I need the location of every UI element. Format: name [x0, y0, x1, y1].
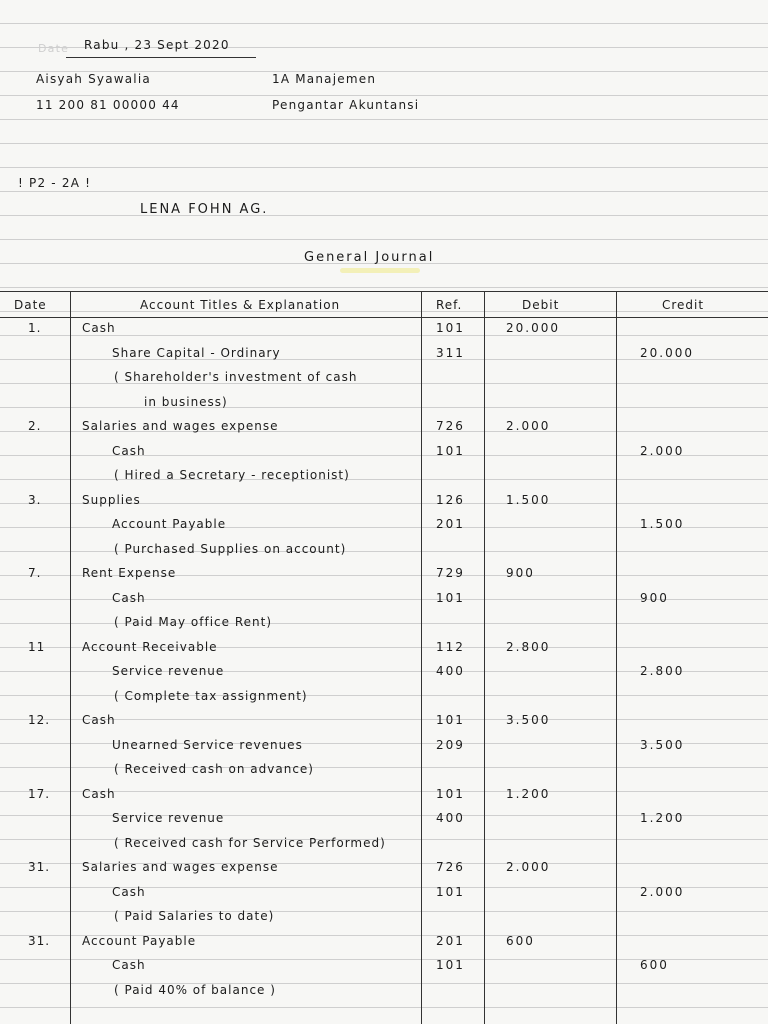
row-ref: 101 — [436, 958, 465, 972]
row-credit: 1.500 — [640, 517, 685, 531]
row-debit: 1.200 — [506, 786, 551, 801]
student-id: 11 200 81 00000 44 — [36, 98, 180, 112]
row-explanation: ( Shareholder's investment of cash — [114, 370, 358, 384]
row-ref: 101 — [436, 321, 465, 335]
row-account: Account Payable — [112, 517, 227, 531]
row-account: Cash — [112, 884, 146, 899]
row-credit: 900 — [640, 590, 669, 605]
row-date: 7. — [28, 566, 42, 580]
row-credit: 20.000 — [640, 345, 694, 360]
row-date: 11 — [28, 639, 46, 654]
row-credit: 2.000 — [640, 443, 685, 458]
date-label: Date — [38, 42, 70, 55]
header-account: Account Titles & Explanation — [140, 298, 341, 312]
row-date: 2. — [28, 419, 42, 433]
table-top-border — [0, 291, 768, 292]
header-credit: Credit — [662, 298, 705, 312]
row-debit: 900 — [506, 566, 535, 580]
row-ref: 311 — [436, 345, 465, 360]
date-text: Rabu , 23 Sept 2020 — [84, 38, 230, 52]
row-ref: 400 — [436, 811, 465, 825]
course-name: Pengantar Akuntansi — [272, 98, 420, 112]
row-explanation: ( Paid Salaries to date) — [114, 909, 275, 923]
row-ref: 201 — [436, 933, 465, 948]
row-date: 3. — [28, 492, 42, 507]
row-ref: 101 — [436, 884, 465, 899]
header-debit: Debit — [522, 298, 560, 312]
row-explanation: ( Purchased Supplies on account) — [114, 541, 347, 556]
row-explanation: ( Received cash for Service Performed) — [114, 835, 386, 850]
col-divider-date — [70, 291, 71, 1024]
row-ref: 112 — [436, 639, 465, 654]
row-date: 17. — [28, 786, 51, 801]
row-account: Cash — [82, 713, 116, 727]
row-ref: 726 — [436, 419, 465, 433]
row-account: Unearned Service revenues — [112, 737, 303, 752]
row-ref: 729 — [436, 566, 465, 580]
row-debit: 600 — [506, 933, 535, 948]
row-ref: 101 — [436, 443, 465, 458]
row-account: Cash — [82, 321, 116, 335]
row-account: Cash — [112, 958, 146, 972]
row-date: 31. — [28, 860, 51, 874]
row-debit: 2.800 — [506, 639, 551, 654]
row-ref: 209 — [436, 737, 465, 752]
student-class: 1A Manajemen — [272, 72, 377, 86]
row-credit: 2.800 — [640, 664, 685, 678]
row-ref: 101 — [436, 786, 465, 801]
row-ref: 126 — [436, 492, 465, 507]
row-account: Service revenue — [112, 811, 225, 825]
row-date: 12. — [28, 713, 51, 727]
row-debit: 2.000 — [506, 860, 551, 874]
col-divider-debit — [616, 291, 617, 1024]
company-name: LENA FOHN AG. — [140, 202, 269, 217]
row-debit: 1.500 — [506, 492, 551, 507]
row-date: 1. — [28, 321, 42, 335]
highlight-mark — [340, 268, 420, 273]
header-date: Date — [14, 298, 47, 312]
row-account: Cash — [82, 786, 116, 801]
row-debit: 3.500 — [506, 713, 551, 727]
row-credit: 2.000 — [640, 884, 685, 899]
row-ref: 201 — [436, 517, 465, 531]
row-ref: 726 — [436, 860, 465, 874]
col-divider-ref — [484, 291, 485, 1024]
row-account: Account Receivable — [82, 639, 218, 654]
date-underline — [66, 57, 256, 58]
row-debit: 20.000 — [506, 321, 560, 335]
row-credit: 600 — [640, 958, 669, 972]
row-account: Cash — [112, 590, 146, 605]
problem-code: ! P2 - 2A ! — [18, 176, 92, 190]
row-credit: 1.200 — [640, 811, 685, 825]
header-ref: Ref. — [436, 298, 463, 312]
col-divider-account — [421, 291, 422, 1024]
row-debit: 2.000 — [506, 419, 551, 433]
row-explanation: ( Complete tax assignment) — [114, 688, 308, 703]
row-account: Service revenue — [112, 664, 225, 678]
row-account: Supplies — [82, 492, 141, 507]
row-account: Share Capital - Ordinary — [112, 345, 281, 360]
row-explanation: ( Hired a Secretary - receptionist) — [114, 468, 350, 482]
row-ref: 400 — [436, 664, 465, 678]
row-date: 31. — [28, 933, 51, 948]
row-ref: 101 — [436, 590, 465, 605]
row-ref: 101 — [436, 713, 465, 727]
row-account: Salaries and wages expense — [82, 419, 279, 433]
row-account: Salaries and wages expense — [82, 860, 279, 874]
student-name: Aisyah Syawalia — [36, 72, 151, 86]
journal-title: General Journal — [304, 250, 435, 265]
row-account: Rent Expense — [82, 566, 177, 580]
row-explanation: ( Paid 40% of balance ) — [114, 982, 276, 997]
table-header-border — [0, 317, 768, 318]
row-explanation: in business) — [144, 394, 228, 409]
row-account: Account Payable — [82, 933, 197, 948]
row-credit: 3.500 — [640, 737, 685, 752]
row-account: Cash — [112, 443, 146, 458]
row-explanation: ( Paid May office Rent) — [114, 615, 273, 629]
row-explanation: ( Received cash on advance) — [114, 762, 314, 776]
